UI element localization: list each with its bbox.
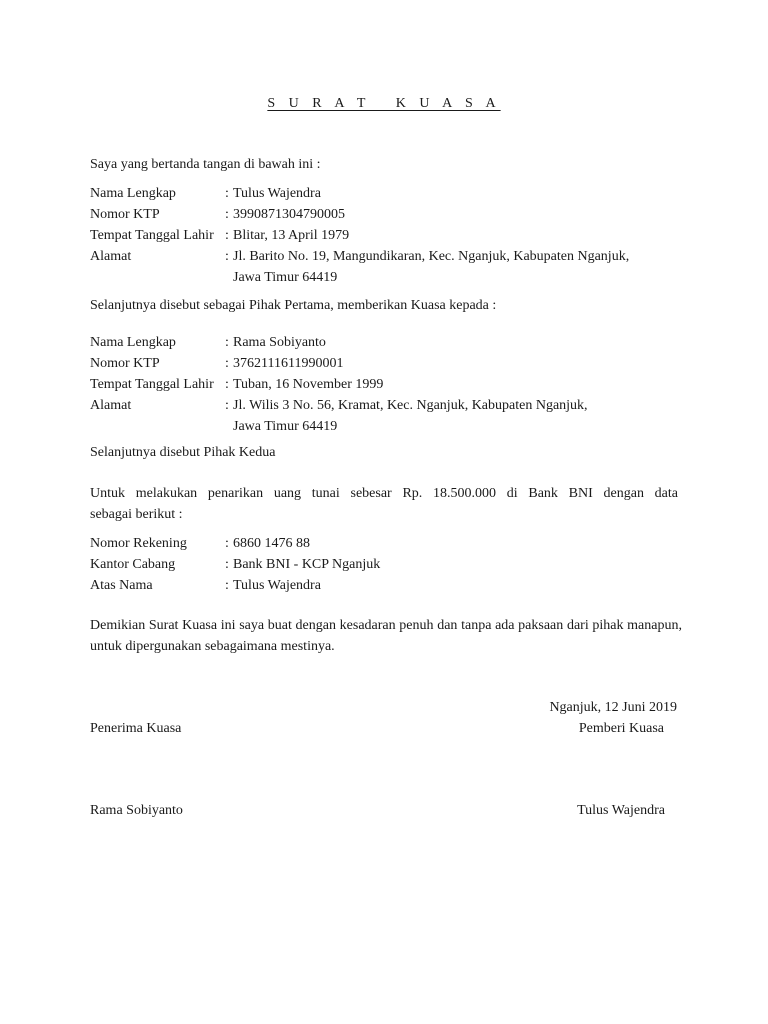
field-value: Jl. Barito No. 19, Mangundikaran, Kec. Nganjuk, Kabupaten Nganjuk, — [233, 249, 630, 264]
purpose-line-1: Untuk melakukan penarikan uang tunai sebesar Rp. 18.500.000 di Bank BNI dengan data — [90, 486, 678, 501]
receiver-name: Rama Sobiyanto — [90, 803, 183, 818]
field-separator: : — [225, 356, 229, 371]
address-continuation: Jawa Timur 64419 — [233, 270, 338, 285]
account-info — [90, 533, 678, 596]
field-label: Kantor Cabang — [90, 557, 176, 572]
field-label: Nama Lengkap — [90, 335, 176, 350]
field-value: Tuban, 16 November 1999 — [233, 377, 384, 392]
field-label: Tempat Tanggal Lahir — [90, 377, 214, 392]
field-separator: : — [225, 557, 229, 572]
info-row — [90, 575, 678, 596]
field-separator: : — [225, 186, 229, 201]
info-row — [90, 225, 678, 246]
info-row — [90, 533, 678, 554]
transition-first-party: Selanjutnya disebut sebagai Pihak Pertama, memberikan Kuasa kepada : — [90, 298, 497, 313]
field-value: 6860 1476 88 — [233, 536, 310, 551]
intro-text: Saya yang bertanda tangan di bawah ini : — [90, 157, 321, 172]
field-separator: : — [225, 536, 229, 551]
receiver-label: Penerima Kuasa — [90, 721, 182, 736]
second-party-info — [90, 332, 678, 437]
field-label: Nomor KTP — [90, 207, 160, 222]
info-row — [90, 554, 678, 575]
transition-second-party: Selanjutnya disebut Pihak Kedua — [90, 445, 276, 460]
field-separator: : — [225, 578, 229, 593]
field-label: Nomor KTP — [90, 356, 160, 371]
field-label: Nomor Rekening — [90, 536, 187, 551]
field-value: 3990871304790005 — [233, 207, 345, 222]
field-label: Tempat Tanggal Lahir — [90, 228, 214, 243]
field-label: Nama Lengkap — [90, 186, 176, 201]
giver-name: Tulus Wajendra — [577, 803, 665, 818]
field-value: 3762111611990001 — [233, 356, 344, 371]
field-separator: : — [225, 377, 229, 392]
closing-paragraph: Demikian Surat Kuasa ini saya buat dengan kesadaran penuh dan tanpa ada paksaan dari pihak manapun, untuk dipergunakan sebagaimana mestinya. — [90, 618, 682, 654]
document-title: S U R A T K U A S A — [267, 96, 501, 111]
info-row — [90, 204, 678, 225]
giver-label: Pemberi Kuasa — [578, 721, 664, 736]
field-value: Tulus Wajendra — [233, 186, 321, 201]
field-value: Blitar, 13 April 1979 — [233, 228, 350, 243]
info-row — [90, 246, 678, 267]
field-separator: : — [225, 335, 229, 350]
info-row — [90, 183, 678, 204]
field-label: Alamat — [90, 398, 132, 413]
info-row — [90, 395, 678, 416]
field-value: Rama Sobiyanto — [233, 335, 326, 350]
field-separator: : — [225, 398, 229, 413]
first-party-info — [90, 183, 678, 288]
address-continuation: Jawa Timur 64419 — [233, 419, 338, 434]
place-date: Nganjuk, 12 Juni 2019 — [549, 700, 677, 715]
field-value: Jl. Wilis 3 No. 56, Kramat, Kec. Nganjuk, Kabupaten Nganjuk, — [233, 398, 588, 413]
field-label: Atas Nama — [90, 578, 153, 593]
field-separator: : — [225, 207, 229, 222]
info-row — [90, 374, 678, 395]
purpose-line-2: sebagai berikut : — [90, 507, 183, 522]
info-row — [90, 332, 678, 353]
field-value: Tulus Wajendra — [233, 578, 321, 593]
field-separator: : — [225, 228, 229, 243]
field-label: Alamat — [90, 249, 132, 264]
info-row — [90, 353, 678, 374]
field-value: Bank BNI - KCP Nganjuk — [233, 557, 381, 572]
field-separator: : — [225, 249, 229, 264]
